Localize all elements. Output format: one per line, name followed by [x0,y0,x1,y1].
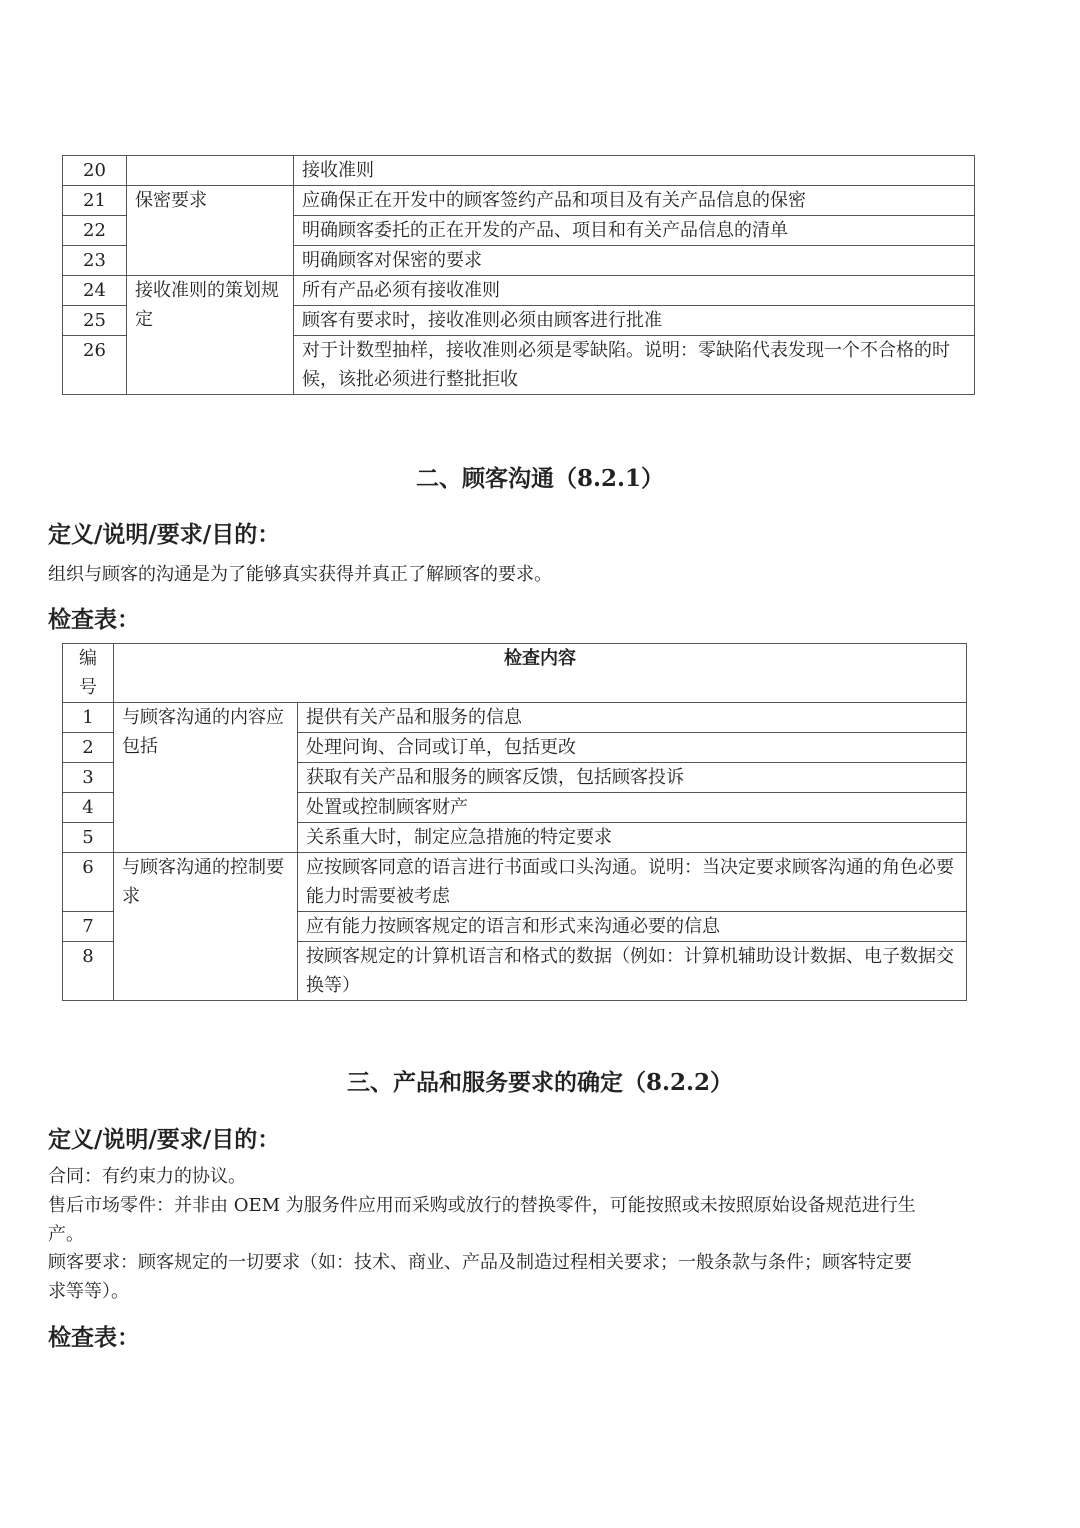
section2-def-heading: 定义/说明/要求/目的： [48,521,281,548]
row-number: 25 [63,306,127,336]
row-number: 22 [63,216,127,246]
row-number: 6 [63,853,114,912]
table-row [63,156,975,186]
group-cell-content: 与顾客沟通的内容应包括 [114,703,298,853]
row-number: 2 [63,733,114,763]
row-content: 所有产品必须有接收准则 [294,276,975,306]
row-content: 明确顾客委托的正在开发的产品、项目和有关产品信息的清单 [294,216,975,246]
section3-aftermarket-text: 售后市场零件：并非由 OEM 为服务件应用而采购或放行的替换零件，可能按照或未按照原始设备规范进行生产。 [48,1195,916,1245]
row-number: 21 [63,186,127,216]
row-content: 按顾客规定的计算机语言和格式的数据（例如：计算机辅助设计数据、电子数据交换等） [298,942,967,1001]
group-cell-acceptance: 接收准则的策划规定 [127,276,294,395]
group-cell-empty [127,156,294,186]
section3-contract-text: 合同：有约束力的协议。 [48,1166,246,1187]
row-number: 1 [63,703,114,733]
customer-communication-table [62,643,967,1001]
table-row [63,276,975,306]
acceptance-criteria-table [62,155,975,395]
row-number: 7 [63,912,114,942]
table-row [63,853,967,912]
row-number: 8 [63,942,114,1001]
row-content: 应按顾客同意的语言进行书面或口头沟通。说明：当决定要求顾客沟通的角色必要能力时需要被考虑 [298,853,967,912]
section3-title: 三、产品和服务要求的确定（8.2.2） [346,1069,734,1096]
row-content: 明确顾客对保密的要求 [294,246,975,276]
table-row [63,186,975,216]
row-content: 应确保正在开发中的顾客签约产品和项目及有关产品信息的保密 [294,186,975,216]
section3-check-heading: 检查表： [48,1324,140,1351]
group-cell-control: 与顾客沟通的控制要求 [114,853,298,1001]
section2-title: 二、顾客沟通（8.2.1） [415,465,665,492]
row-number: 26 [63,336,127,395]
row-content: 提供有关产品和服务的信息 [298,703,967,733]
row-content: 应有能力按顾客规定的语言和形式来沟通必要的信息 [298,912,967,942]
row-number: 23 [63,246,127,276]
section3-customer-req-text: 顾客要求：顾客规定的一切要求（如：技术、商业、产品及制造过程相关要求；一般条款与条件；顾客特定要求等等）。 [48,1252,912,1302]
section3-def-heading: 定义/说明/要求/目的： [48,1126,281,1153]
table-row [63,703,967,733]
row-content: 处理问询、合同或订单，包括更改 [298,733,967,763]
group-cell-confidentiality: 保密要求 [127,186,294,276]
row-content: 接收准则 [294,156,975,186]
row-content: 对于计数型抽样，接收准则必须是零缺陷。说明：零缺陷代表发现一个不合格的时候，该批必须进行整批拒收 [294,336,975,395]
row-content: 处置或控制顾客财产 [298,793,967,823]
row-number: 4 [63,793,114,823]
table-header-row [63,644,967,703]
row-content: 获取有关产品和服务的顾客反馈，包括顾客投诉 [298,763,967,793]
row-number: 5 [63,823,114,853]
header-content: 检查内容 [114,644,967,703]
row-number: 3 [63,763,114,793]
row-number: 20 [63,156,127,186]
row-content: 顾客有要求时，接收准则必须由顾客进行批准 [294,306,975,336]
row-number: 24 [63,276,127,306]
section2-check-heading: 检查表： [48,606,140,633]
row-content: 关系重大时，制定应急措施的特定要求 [298,823,967,853]
header-no: 编号 [63,644,114,703]
section2-def-text: 组织与顾客的沟通是为了能够真实获得并真正了解顾客的要求。 [48,564,552,585]
